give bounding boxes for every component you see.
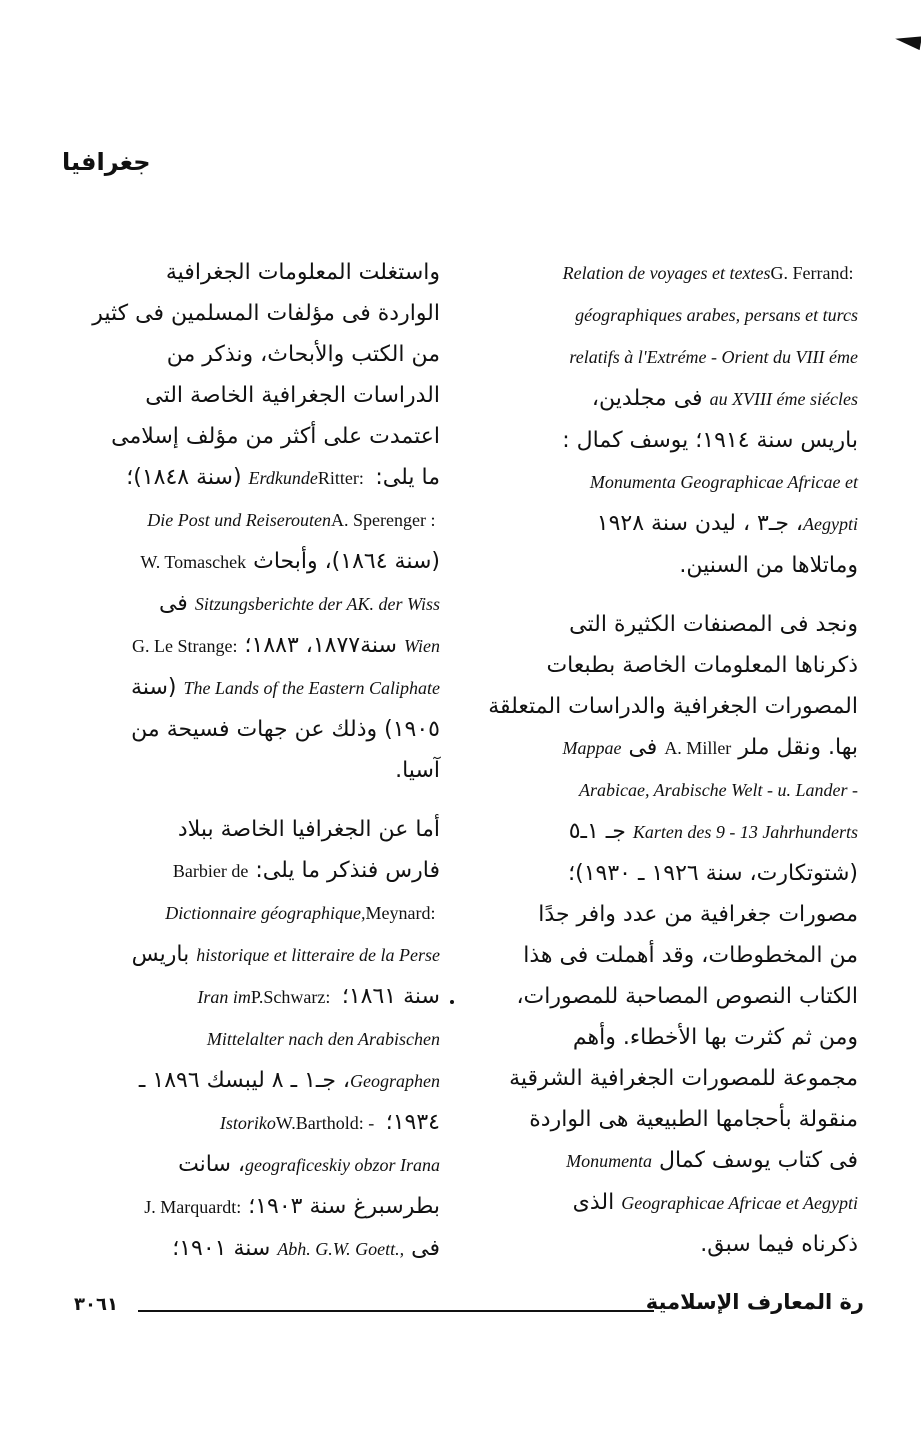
text-run: Ritter: <box>317 468 369 488</box>
right-paragraph-2 <box>488 604 858 1265</box>
text-line: ونجد فى المصنفات الكثيرة التى <box>569 612 858 637</box>
text-line <box>488 252 858 294</box>
text-line <box>70 667 440 709</box>
text-line <box>488 1140 858 1182</box>
text-run: Arabicae, Arabische Welt - u. Lander - <box>579 780 858 800</box>
text-run: ما يلى: <box>368 465 440 490</box>
left-paragraph-2 <box>70 809 440 1270</box>
text-run: G. Ferrand: <box>770 263 858 283</box>
text-run: Die Post und Reiserouten <box>147 510 332 530</box>
text-run: au XVIII éme siécles <box>709 389 858 409</box>
text-run: سنة ١٨٦١؛ <box>334 984 440 1009</box>
series-title: رة المعارف الإسلامية <box>645 1290 864 1314</box>
text-run: Karten des 9 - 13 Jahrhunderts <box>632 822 858 842</box>
text-line: ذكرناها المعلومات الخاصة بطبعات <box>546 653 858 678</box>
text-line <box>488 336 858 378</box>
text-run: Wien <box>404 636 440 656</box>
page-corner-mark <box>894 32 921 50</box>
text-line <box>70 583 440 625</box>
text-run: W.Barthold: - <box>275 1113 379 1133</box>
left-column <box>70 252 440 1288</box>
text-line: مجموعة للمصورات الجغرافية الشرقية <box>509 1066 858 1091</box>
text-line: ١٩٠٥) وذلك عن جهات فسيحة من <box>131 717 440 742</box>
text-run: G. Le Strange: <box>132 636 238 656</box>
text-run: Barbier de <box>172 861 249 881</box>
text-run: J. Marquardt: <box>144 1197 242 1217</box>
text-line: الدراسات الجغرافية الخاصة التى <box>145 383 440 408</box>
text-run: جـ ١ـ٥ <box>568 819 633 844</box>
text-run: الذى <box>572 1190 622 1215</box>
text-run: Dictionnaire géographique, <box>165 903 366 923</box>
text-line: ذكرناه فيما سبق. <box>700 1232 858 1257</box>
text-run: géographiques arabes, persans et turcs <box>575 305 858 325</box>
text-run: ، جـ١ ـ ٨ ليبسك ١٨٩٦ ـ <box>138 1068 351 1093</box>
text-line <box>488 811 858 853</box>
text-run: باريس <box>131 942 197 967</box>
text-line <box>70 625 440 667</box>
text-run: فارس فنذكر ما يلى: <box>248 858 440 883</box>
left-paragraph-1 <box>70 252 440 791</box>
text-line: ومن ثم كثرت بها الأخطاء. وأهم <box>572 1025 858 1050</box>
footer-rule <box>138 1310 654 1312</box>
text-line <box>488 769 858 811</box>
text-run: W. Tomaschek <box>140 552 247 572</box>
text-run: Iran im <box>197 987 251 1007</box>
page-footer <box>74 1290 864 1326</box>
text-run: geograficeskiy obzor Irana <box>245 1155 440 1175</box>
text-run: ١٩٣٤؛ <box>378 1110 440 1135</box>
text-line: مصورات جغرافية من عدد وافر جدًا <box>538 902 858 927</box>
text-line: من الكتب والأبحاث، ونذكر من <box>166 342 440 367</box>
text-run: Istoriko <box>219 1113 276 1133</box>
right-paragraph-1 <box>488 252 858 586</box>
text-line <box>70 1102 440 1144</box>
text-run: فى <box>158 591 195 616</box>
text-run: فى <box>621 735 665 760</box>
text-line: اعتمدت على أكثر من مؤلف إسلامى <box>111 424 440 449</box>
text-line <box>488 503 858 545</box>
text-line: من المخطوطات، وقد أهملت فى هذا <box>523 943 858 968</box>
text-run: ، جـ٣ ، ليدن سنة ١٩٢٨ <box>596 511 804 536</box>
text-run: A. Miller <box>664 738 732 758</box>
page-number: ٣٠٦١ <box>74 1294 118 1315</box>
text-line <box>70 1144 440 1186</box>
text-line <box>70 457 440 499</box>
text-run: (سنة <box>131 675 184 700</box>
text-line: باريس سنة ١٩١٤؛ يوسف كمال : <box>562 428 858 453</box>
text-run: بطرسبرغ سنة ١٩٠٣؛ <box>241 1194 440 1219</box>
text-run: Mappae <box>562 738 622 758</box>
text-run: سنة ١٩٠١؛ <box>172 1236 278 1261</box>
text-line <box>70 1186 440 1228</box>
text-line: أما عن الجغرافيا الخاصة ببلاد <box>177 817 440 842</box>
text-run: A. Sperenger : <box>331 510 440 530</box>
running-head: جغرافيا <box>62 148 151 176</box>
text-run: Relation de voyages et textes <box>562 263 771 283</box>
text-run: The Lands of the Eastern Caliphate <box>183 678 440 698</box>
text-line: المصورات الجغرافية والدراسات المتعلقة <box>488 694 858 719</box>
text-run: P.Schwarz: <box>250 987 335 1007</box>
text-run: ، سانت <box>178 1152 246 1177</box>
text-run: Meynard: <box>365 903 440 923</box>
text-line: الكتاب النصوص المصاحبة للمصورات، <box>516 984 858 1009</box>
right-column <box>488 252 858 1283</box>
text-run: فى كتاب يوسف كمال <box>652 1148 858 1173</box>
text-run: Abh. G.W. Goett., <box>277 1239 405 1259</box>
text-run: Geographen <box>350 1071 440 1091</box>
text-line: (شتوتكارت، سنة ١٩٢٦ ـ ١٩٣٠)؛ <box>568 861 858 886</box>
text-line <box>488 378 858 420</box>
text-line: منقولة بأحجامها الطبيعية هى الواردة <box>529 1107 858 1132</box>
text-run: Sitzungsberichte der AK. der Wiss <box>194 594 440 614</box>
text-run: بها. ونقل ملر <box>731 735 858 760</box>
text-run: (سنة ١٨٦٤)، وأبحاث <box>246 549 440 574</box>
text-run: فى مجلدين، <box>591 386 710 411</box>
text-line <box>488 461 858 503</box>
text-run: Mittelalter nach den Arabischen <box>206 1029 440 1049</box>
text-run: Monumenta Geographicae Africae et <box>589 472 858 492</box>
text-run: Geographicae Africae et Aegypti <box>621 1193 858 1213</box>
text-line: آسيا. <box>395 758 440 783</box>
text-run: Aegypti <box>803 514 858 534</box>
text-run: historique et litteraire de la Perse <box>196 945 440 965</box>
text-run: سنة١٨٧٧، ١٨٨٣؛ <box>237 633 404 658</box>
text-line <box>70 541 440 583</box>
text-line <box>488 294 858 336</box>
text-line <box>488 1182 858 1224</box>
text-line <box>70 850 440 892</box>
text-line <box>70 1228 440 1270</box>
text-line <box>488 727 858 769</box>
text-line <box>70 892 440 934</box>
text-run: relatifs à l'Extréme - Orient du VIII éme <box>569 347 858 367</box>
text-line <box>70 976 440 1018</box>
text-line <box>70 499 440 541</box>
text-run: (سنة ١٨٤٨)؛ <box>126 465 249 490</box>
text-line <box>70 934 440 976</box>
text-line: واستغلت المعلومات الجغرافية <box>165 260 440 285</box>
text-line <box>70 1060 440 1102</box>
text-run: Monumenta <box>566 1151 653 1171</box>
stray-dot <box>450 1000 454 1004</box>
text-run: فى <box>404 1236 440 1261</box>
text-line: الواردة فى مؤلفات المسلمين فى كثير <box>92 301 440 326</box>
text-run: Erdkunde <box>248 468 318 488</box>
text-line: وماتلاها من السنين. <box>679 553 858 578</box>
text-line <box>70 1018 440 1060</box>
